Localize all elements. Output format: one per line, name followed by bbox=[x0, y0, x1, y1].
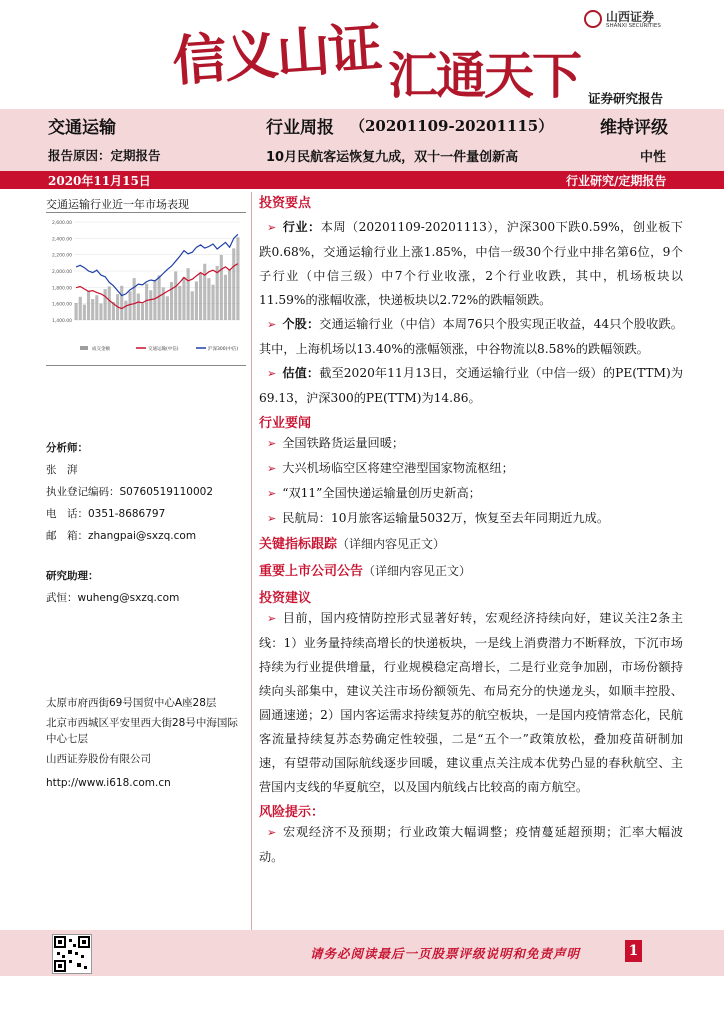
report-kind: 行业周报 bbox=[266, 118, 334, 138]
chart-ytick-label: 1,600.00 bbox=[51, 302, 72, 308]
qr-code bbox=[52, 934, 92, 974]
chart-ytick-label: 1,400.00 bbox=[51, 319, 72, 324]
arrow-bullet-icon: ➢ bbox=[267, 462, 277, 475]
rating-label: 维持评级 bbox=[600, 118, 668, 138]
chart-volume-bar bbox=[162, 287, 165, 320]
chart-volume-bar bbox=[120, 286, 123, 320]
news-item bbox=[259, 506, 683, 531]
chart-title: 交通运输行业近一年市场表现 bbox=[46, 198, 189, 211]
legend-label: 成交金额 bbox=[92, 347, 110, 352]
chart-volume-bar bbox=[211, 285, 214, 320]
industry-name: 交通运输 bbox=[48, 118, 116, 138]
chart-volume-bar bbox=[203, 264, 206, 320]
chart-volume-bar bbox=[182, 277, 185, 320]
arrow-bullet-icon: ➢ bbox=[267, 437, 277, 450]
chart-volume-bar bbox=[79, 297, 82, 320]
analyst-name: 张 湃 bbox=[46, 464, 78, 476]
news-text: 全国铁路货运量回暖； bbox=[282, 436, 405, 450]
legend-label: 交通运输(中信) bbox=[148, 347, 179, 352]
chart-volume-bar bbox=[104, 289, 107, 320]
chart-volume-bar bbox=[199, 273, 202, 320]
arrow-bullet-icon: ➢ bbox=[267, 512, 277, 525]
news-item bbox=[259, 481, 683, 506]
chart-volume-bar bbox=[137, 294, 140, 320]
news-text: “双11”全国快递运输量创历史新高； bbox=[282, 486, 481, 500]
chart-volume-bar bbox=[108, 286, 111, 320]
qr-code-icon bbox=[53, 935, 91, 973]
chart-volume-bar bbox=[195, 281, 198, 320]
risk-warning bbox=[259, 820, 683, 869]
logo-mark-icon bbox=[584, 10, 602, 28]
arrow-bullet-icon: ➢ bbox=[267, 487, 277, 500]
column-divider bbox=[251, 192, 252, 932]
chart-volume-bar bbox=[236, 237, 239, 320]
arrow-bullet-icon: ➢ bbox=[267, 826, 277, 839]
company-website[interactable]: http://www.i618.com.cn bbox=[46, 777, 171, 789]
news-item bbox=[259, 456, 683, 481]
section-title-highlights: 投资要点 bbox=[259, 196, 312, 211]
section-title-advice: 投资建议 bbox=[259, 591, 312, 606]
chart-volume-bar bbox=[228, 270, 231, 320]
chart-volume-bar bbox=[145, 284, 148, 320]
news-text: 民航局：10月旅客运输量5032万，恢复至去年同期近九成。 bbox=[282, 511, 610, 525]
indicators-note: （详细内容见正文） bbox=[337, 537, 446, 551]
chart-volume-bar bbox=[153, 280, 156, 320]
arrow-bullet-icon: ➢ bbox=[267, 221, 277, 234]
disclaimer-notice[interactable]: 请务必阅读最后一页股票评级说明和免责声明 bbox=[310, 946, 581, 961]
announcements-note: （详细内容见正文） bbox=[363, 564, 472, 578]
highlight-stocks bbox=[259, 312, 683, 361]
chart-ytick-label: 2,400.00 bbox=[51, 237, 72, 243]
analyst-email[interactable]: 邮 箱：zhangpai@sxzq.com bbox=[46, 530, 197, 542]
analyst-phone: 电 话：0351-8686797 bbox=[46, 508, 166, 520]
analyst-license: 执业登记编码：S0760519110002 bbox=[46, 486, 214, 498]
legend-label: 沪深300(中信) bbox=[208, 347, 239, 352]
arrow-bullet-icon: ➢ bbox=[267, 612, 277, 625]
page-number: 1 bbox=[625, 940, 642, 962]
chart-volume-bar bbox=[91, 299, 94, 320]
chart-volume-bar bbox=[166, 296, 169, 320]
chart-volume-bar bbox=[133, 278, 136, 320]
highlight-label: 个股： bbox=[282, 317, 320, 331]
highlight-valuation bbox=[259, 361, 683, 410]
analyst-heading: 分析师： bbox=[46, 442, 88, 454]
chart-volume-bar bbox=[174, 271, 177, 320]
company-full-name: 山西证券股份有限公司 bbox=[46, 753, 151, 765]
announcements-title: 重要上市公司公告 bbox=[259, 564, 364, 579]
chart-volume-bar bbox=[187, 268, 190, 320]
chart-ytick-label: 2,200.00 bbox=[51, 253, 72, 259]
chart-volume-bar bbox=[191, 291, 194, 320]
highlight-industry bbox=[259, 215, 683, 312]
assistant-contact[interactable]: 武恒：wuheng@sxzq.com bbox=[46, 592, 180, 604]
chart-volume-bar bbox=[232, 248, 235, 320]
chart-volume-bar bbox=[224, 275, 227, 320]
report-headline: 10月民航客运恢复九成，双十一件量创新高 bbox=[266, 150, 519, 165]
legend-swatch bbox=[80, 346, 88, 350]
company-name-en: SHANXI SECURITIES bbox=[606, 23, 661, 29]
chart-volume-bar bbox=[216, 266, 219, 320]
slogan-right: 汇通天下 bbox=[388, 46, 580, 105]
report-type: 证券研究报告 bbox=[588, 91, 664, 106]
news-item bbox=[259, 431, 683, 456]
chart-volume-bar bbox=[87, 291, 90, 320]
section-title-announcements bbox=[259, 560, 683, 579]
indicators-title: 关键指标跟踪 bbox=[259, 537, 338, 552]
chart-volume-bar bbox=[83, 305, 86, 320]
arrow-bullet-icon: ➢ bbox=[267, 318, 277, 331]
slogan-left: 信义山证 bbox=[170, 14, 383, 94]
rating-value: 中性 bbox=[640, 150, 667, 165]
risk-text: 宏观经济不及预期；行业政策大幅调整；疫情蔓延超预期；汇率大幅波动。 bbox=[259, 825, 683, 864]
news-text: 大兴机场临空区将建空港型国家物流枢纽； bbox=[282, 461, 514, 475]
highlight-text: 交通运输行业（中信）本周76只个股实现正收益，44只个股收跌。其中，上海机场以13.40%的涨幅领涨，中谷物流以8.58%的跌幅领跌。 bbox=[259, 317, 683, 356]
market-chart bbox=[44, 216, 248, 362]
chart-volume-bar bbox=[220, 255, 223, 320]
chart-volume-bar bbox=[178, 286, 181, 320]
section-title-news: 行业要闻 bbox=[259, 416, 312, 431]
chart-volume-bar bbox=[141, 303, 144, 320]
company-logo bbox=[584, 8, 714, 34]
report-period: （20201109-20201115） bbox=[350, 117, 554, 135]
chart-volume-bar bbox=[99, 303, 102, 320]
section-title-indicators bbox=[259, 533, 683, 552]
chart-volume-bar bbox=[95, 295, 98, 320]
company-name: 山西证券 bbox=[606, 10, 655, 24]
chart-volume-bar bbox=[149, 290, 152, 320]
report-date: 2020年11月15日 bbox=[48, 174, 151, 188]
chart-ytick-label: 1,800.00 bbox=[51, 286, 72, 292]
section-title-risk: 风险提示： bbox=[259, 805, 325, 820]
chart-volume-bar bbox=[75, 303, 78, 320]
highlight-label: 行业： bbox=[282, 220, 321, 234]
investment-advice bbox=[259, 606, 683, 799]
chart-bottom-rule bbox=[46, 365, 246, 366]
address-beijing: 北京市西城区平安里西大街28号中海国际中心七层 bbox=[46, 717, 238, 745]
advice-text: 目前，国内疫情防控形式显著好转，宏观经济持续向好，建议关注2条主线：1）业务量持续高增长的快递板块，一是线上消费潜力不断释放，下沉市场持续为行业提供增量，行业规模稳定高增长，二是行业竞争加剧，市场份额持续向头部集中，建议关注市场份额领先、布局充分的快递龙头，如顺丰控股、圆通速递；2）国内客运需求持续复苏的航空板块，一是国内疫情常态化，民航客流量持续复苏态势确定性较强，二是“五个一”政策放松，叠加疫苗研制加速，有望带动国际航线逐步回暖，建议重点关注成本优势凸显的春秋航空、主营国内支线的华夏航空，以及国内航线占比较高的南方航空。 bbox=[259, 611, 683, 794]
highlight-label: 估值： bbox=[282, 366, 320, 380]
chart-volume-bar bbox=[128, 291, 131, 320]
chart-ytick-label: 2,000.00 bbox=[51, 270, 72, 275]
highlight-text: 本周（20201109-20201113），沪深300下跌0.59%，创业板下跌0.68%，交通运输行业上涨1.85%，中信一级30个行业中排名第6位，9个子行业（中信三级）中7个行业收涨，2个行业收跌，其中，机场板块以11.59%的涨幅收涨，快递板块以2.72%的跌幅领跌。 bbox=[259, 220, 683, 307]
highlight-text: 截至2020年11月13日，交通运输行业（中信一级）的PE(TTM)为69.13，沪深300的PE(TTM)为14.86。 bbox=[259, 366, 684, 405]
chart-ytick-label: 2,600.00 bbox=[51, 221, 72, 226]
chart-volume-bar bbox=[124, 301, 127, 320]
assistant-heading: 研究助理： bbox=[46, 570, 99, 582]
chart-title-rule bbox=[46, 212, 246, 213]
chart-volume-bar bbox=[158, 275, 161, 320]
report-reason: 报告原因：定期报告 bbox=[48, 148, 161, 163]
chart-volume-bar bbox=[207, 278, 210, 320]
address-taiyuan: 太原市府西街69号国贸中心A座28层 bbox=[46, 697, 217, 709]
report-category: 行业研究/定期报告 bbox=[566, 174, 667, 188]
arrow-bullet-icon: ➢ bbox=[267, 367, 277, 380]
